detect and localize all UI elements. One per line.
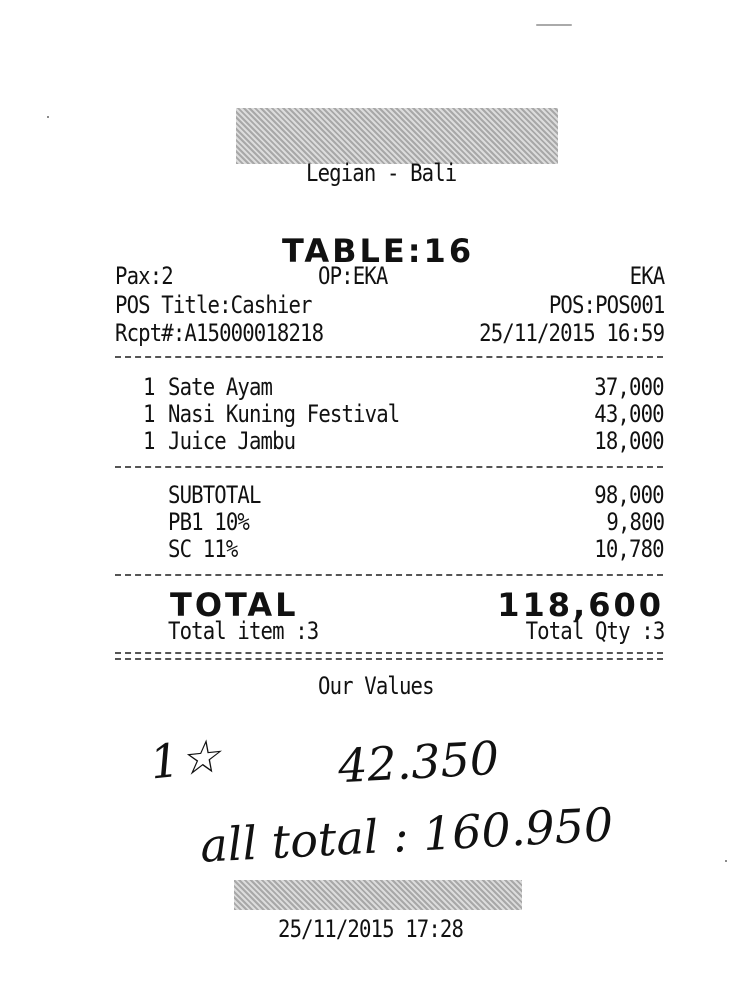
divider [115,466,663,468]
total-items: Total item :3 [168,617,319,645]
receipt-datetime: 25/11/2015 16:59 [478,319,664,347]
item-qty: 1 [143,373,155,401]
item-name: Sate Ayam [168,373,273,401]
item-name: Juice Jambu [168,427,296,455]
subtotal-label: SUBTOTAL [168,481,261,509]
pax-text: Pax:2 [115,262,173,290]
divider [115,356,663,358]
handwritten-subtotal: 42.350 [336,730,501,794]
double-divider [115,652,663,654]
total-label: TOTAL [170,586,299,624]
handwritten-note: 1☆ [147,728,224,790]
subtotal-value: 98,000 [594,481,664,509]
our-values-text: Our Values [318,672,434,700]
scan-speck [47,116,49,118]
redacted-settlement-label [234,880,522,910]
operator-text: OP:EKA [318,262,388,290]
tax-label: PB1 10% [168,508,249,536]
total-value: 118,600 [497,586,664,624]
scan-speck [725,860,727,862]
item-name: Nasi Kuning Festival [168,400,400,428]
receipt-number: Rcpt#:A15000018218 [115,319,324,347]
double-divider [115,658,663,660]
redacted-restaurant-name [236,108,558,164]
total-qty: Total Qty :3 [525,617,664,645]
item-qty: 1 [143,427,155,455]
service-charge-value: 10,780 [594,535,664,563]
settlement-datetime: 25/11/2015 17:28 [278,915,464,943]
item-qty: 1 [143,400,155,428]
pos-id-text: POS:POS001 [548,291,664,319]
cashier-name: EKA [629,262,664,290]
pos-title-text: POS Title:Cashier [115,291,312,319]
item-price: 18,000 [594,427,664,455]
service-charge-label: SC 11% [168,535,238,563]
tax-value: 9,800 [606,508,664,536]
divider [115,574,663,576]
table-number: TABLE:16 [282,232,475,270]
handwritten-all-total: all total : 160.950 [198,797,615,873]
item-price: 43,000 [594,400,664,428]
scan-mark [536,24,572,26]
location-text: Legian - Bali [306,159,457,187]
item-price: 37,000 [594,373,664,401]
